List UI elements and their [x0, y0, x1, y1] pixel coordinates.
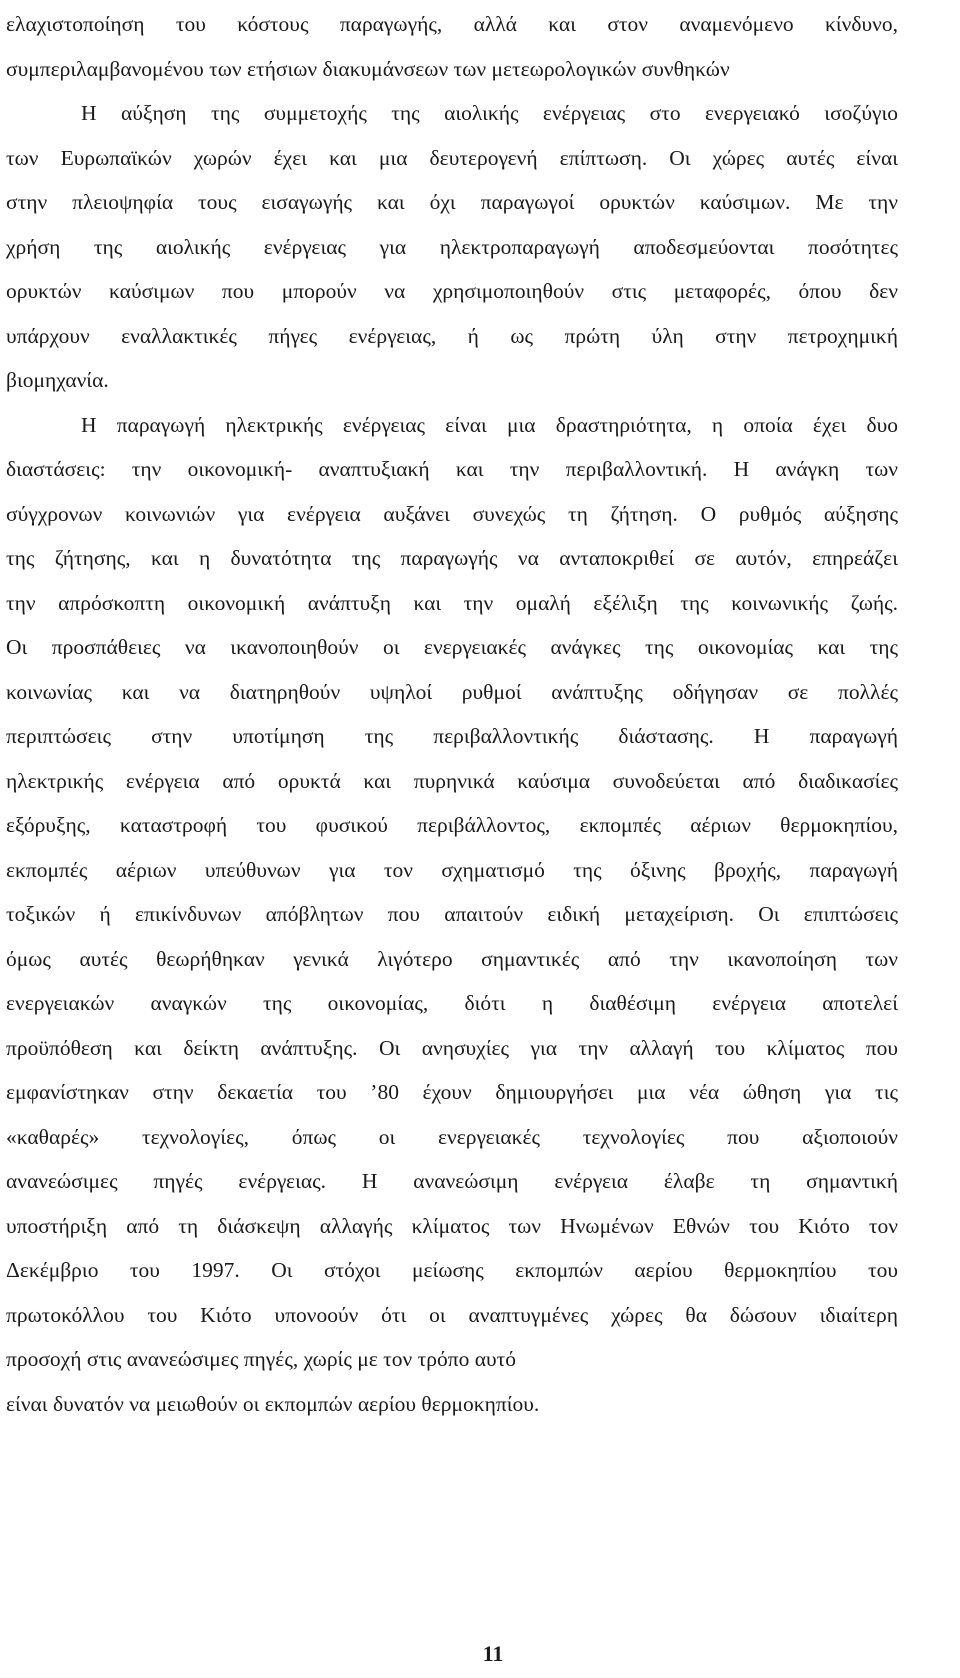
text-line: βιομηχανία.	[6, 368, 109, 392]
text-line: των Ευρωπαϊκών χωρών έχει και μια δευτερογενή επίπτωση. Οι χώρες αυτές είναι	[6, 145, 898, 170]
text-line: όμως αυτές θεωρήθηκαν γενικά λιγότερο σημαντικές από την ικανοποίηση των	[6, 946, 898, 971]
text-line: πρωτοκόλλου του Κιότο υπονοούν ότι οι αναπτυγμένες χώρες θα δώσουν ιδιαίτερη	[6, 1302, 898, 1327]
text-line: κοινωνίας και να διατηρηθούν υψηλοί ρυθμοί ανάπτυξης οδήγησαν σε πολλές	[6, 679, 898, 704]
text-line: εμφανίστηκαν στην δεκαετία του ’80 έχουν δημιουργήσει μια νέα ώθηση για τις	[6, 1080, 898, 1104]
text-line: ελαχιστοποίηση του κόστους παραγωγής, αλλά και στον αναμενόμενο κίνδυνο,	[6, 12, 898, 36]
text-line: υποστήριξη από τη διάσκεψη αλλαγής κλίματος των Ηνωμένων Εθνών του Κιότο τον	[6, 1213, 898, 1238]
text-line: την απρόσκοπτη οικονομική ανάπτυξη και την ομαλή εξέλιξη της κοινωνικής ζωής.	[6, 590, 898, 615]
text-line: ενεργειακών αναγκών της οικονομίας, διότι η διαθέσιμη ενέργεια αποτελεί	[6, 991, 898, 1015]
text-line: διαστάσεις: την οικονομική- αναπτυξιακή και την περιβαλλοντική. Η ανάγκη των	[6, 457, 898, 481]
text-line: τοξικών ή επικίνδυνων απόβλητων που απαιτούν ειδική μεταχείριση. Οι επιπτώσεις	[6, 902, 898, 926]
text-line: προϋπόθεση και δείκτη ανάπτυξης. Οι ανησυχίες για την αλλαγή του κλίματος που	[6, 1035, 898, 1060]
text-line: στην πλειοψηφία τους εισαγωγής και όχι παραγωγοί ορυκτών καύσιμων. Με την	[6, 190, 898, 214]
text-line: Η παραγωγή ηλεκτρικής ενέργειας είναι μια δραστηριότητα, η οποία έχει δυο	[81, 412, 898, 437]
text-line: προσοχή στις ανανεώσιμες πηγές, χωρίς με τον τρόπο αυτό	[6, 1347, 517, 1371]
text-line: σύγχρονων κοινωνιών για ενέργεια αυξάνει συνεχώς τη ζήτηση. Ο ρυθμός αύξησης	[6, 501, 898, 526]
text-line: «καθαρές» τεχνολογίες, όπως οι ενεργειακές τεχνολογίες που αξιοποιούν	[6, 1124, 898, 1149]
text-line: είναι δυνατόν να μειωθούν οι εκπομπών αερίου θερμοκηπίου.	[6, 1391, 540, 1416]
text-line: ηλεκτρικής ενέργεια από ορυκτά και πυρηνικά καύσιμα συνοδεύεται από διαδικασίες	[6, 768, 898, 793]
text-line: συμπεριλαμβανομένου των ετήσιων διακυμάνσεων των μετεωρολογικών συνθηκών	[6, 56, 730, 81]
text-line: εξόρυξης, καταστροφή του φυσικού περιβάλλοντος, εκπομπές αέριων θερμοκηπίου,	[6, 813, 898, 837]
page-number: 11	[482, 1641, 504, 1666]
text-line: Δεκέμβριο του 1997. Οι στόχοι μείωσης εκπομπών αερίου θερμοκηπίου του	[6, 1258, 898, 1282]
text-line: Η αύξηση της συμμετοχής της αιολικής ενέργειας στο ενεργειακό ισοζύγιο	[81, 101, 898, 125]
text-line: περιπτώσεις στην υποτίμηση της περιβαλλοντικής διάστασης. Η παραγωγή	[6, 724, 898, 748]
text-line: υπάρχουν εναλλακτικές πήγες ενέργειας, ή ως πρώτη ύλη στην πετροχημική	[6, 323, 898, 348]
body-text	[6, 2, 898, 1426]
text-line: ανανεώσιμες πηγές ενέργειας. Η ανανεώσιμη ενέργεια έλαβε τη σημαντική	[6, 1169, 898, 1193]
text-line: Οι προσπάθειες να ικανοποιηθούν οι ενεργειακές ανάγκες της οικονομίας και της	[6, 635, 898, 659]
text-line: εκπομπές αέριων υπεύθυνων για τον σχηματισμό της όξινης βροχής, παραγωγή	[6, 857, 898, 882]
text-line: χρήση της αιολικής ενέργειας για ηλεκτροπαραγωγή αποδεσμεύονται ποσότητες	[6, 234, 898, 259]
text-line: της ζήτησης, και η δυνατότητα της παραγωγής να ανταποκριθεί σε αυτόν, επηρεάζει	[6, 546, 898, 570]
text-line: ορυκτών καύσιμων που μπορούν να χρησιμοποιηθούν στις μεταφορές, όπου δεν	[6, 279, 898, 303]
